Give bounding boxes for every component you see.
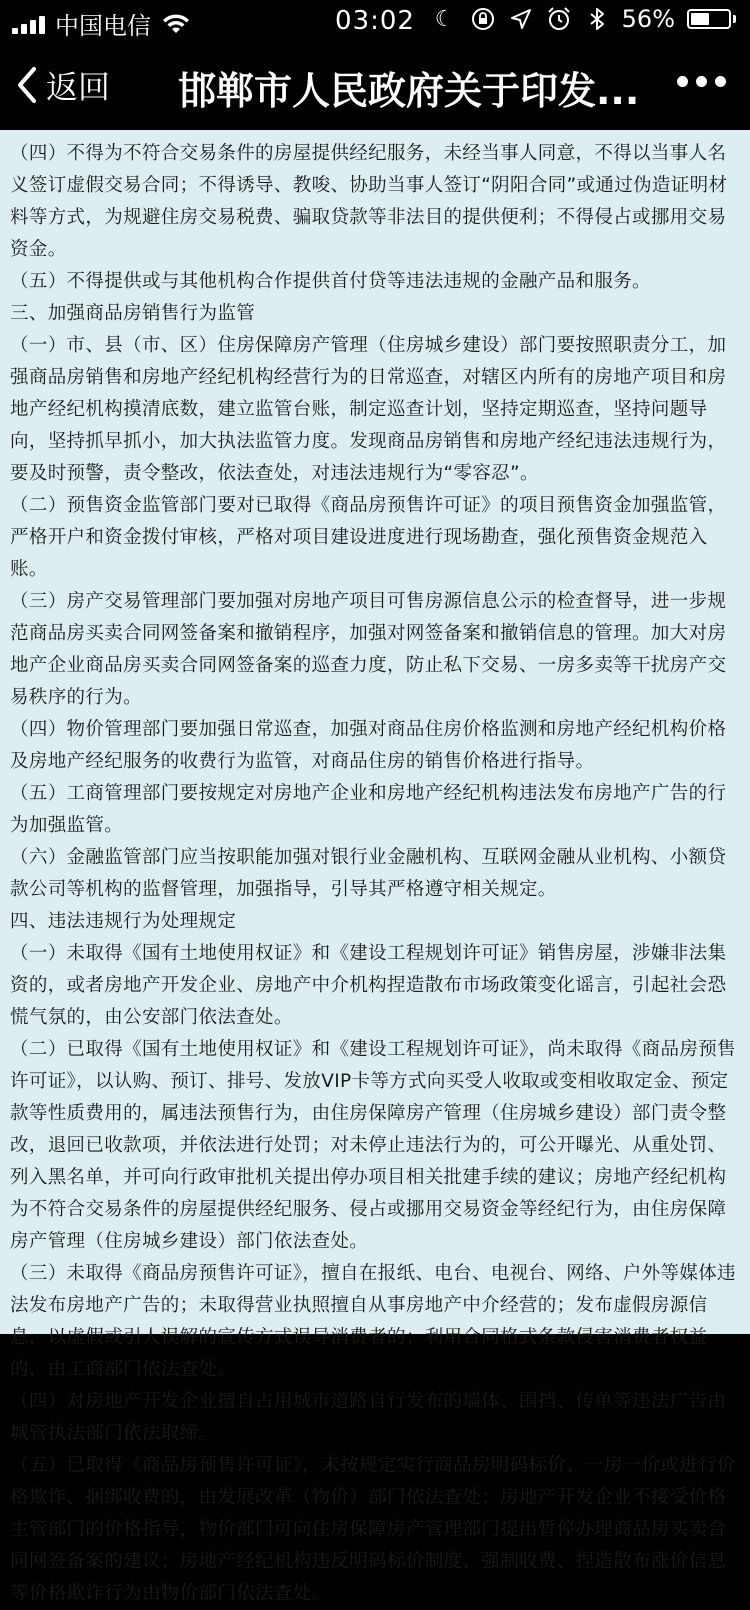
article-paragraph: （二）预售资金监管部门要对已取得《商品房预售许可证》的项目预售资金加强监管，严格开户和资金拨付审核，严格对项目建设进度进行现场勘查，强化预售资金规范入账。 [10,495,727,580]
status-time: 03:02 [335,6,415,36]
article-paragraph: （六）金融监管部门应当按职能加强对银行业金融机构、互联网金融从业机构、小额贷款公司等机构的监督管理，加强指导，引导其严格遵守相关规定。 [10,847,727,900]
back-label: 返回 [46,68,111,106]
battery-percent: 56% [621,5,675,33]
bluetooth-icon [584,6,610,32]
article-paragraph: （三）未取得《商品房预售许可证》，擅自在报纸、电台、电视台、网络、户外等媒体违法发布房地产广告的；未取得营业执照擅自从事房地产中介经营的；发布虚假房源信息，以虚假或引人误解的宣传方式误导消费者的；利用合同格式条款侵害消费者权益的，由工商部门依法查处。 [10,1263,736,1380]
article-paragraph: （一）市、县（市、区）住房保障房产管理（住房城乡建设）部门要按照职责分工，加强商品房销售和房地产经纪机构经营行为的日常巡查，对辖区内所有的房地产项目和房地产经纪机构摸清底数，建立监管台账，制定巡查计划，坚持定期巡查，坚持问题导向，坚持抓早抓小，加大执法监管力度。发现商品房销售和房地产经纪违法违规行为，要及时预警，责令整改，依法查处，对违法违规行为“零容忍”。 [10,335,727,484]
orientation-lock-icon [470,6,496,32]
article-paragraph: 三、加强商品房销售行为监管 [10,303,256,324]
nav-bar [0,40,750,130]
article-paragraph: （五）工商管理部门要按规定对房地产企业和房地产经纪机构违法发布房地产广告的行为加强监管。 [10,783,727,836]
alarm-icon [546,6,572,32]
article-paragraph: 四、违法违规行为处理规定 [10,911,237,932]
back-button[interactable] [16,62,110,108]
article-paragraph: （三）房产交易管理部门要加强对房地产项目可售房源信息公示的检查督导，进一步规范商品房买卖合同网签备案和撤销程序，加强对网签备案和撤销信息的管理。加大对房地产企业商品房买卖合同网签备案的巡查力度，防止私下交易、一房多卖等干扰房产交易秩序的行为。 [10,591,727,708]
article-paragraph: （四）物价管理部门要加强日常巡查，加强对商品住房价格监测和房地产经纪机构价格及房地产经纪服务的收费行为监管，对商品住房的销售价格进行指导。 [10,719,727,772]
article-paragraph: （五）不得提供或与其他机构合作提供首付贷等违法违规的金融产品和服务。 [10,271,651,292]
battery-icon [687,9,736,29]
article-paragraph: （一）未取得《国有土地使用权证》和《建设工程规划许可证》销售房屋，涉嫌非法集资的，或者房地产开发企业、房地产中介机构捏造散布市场政策变化谣言，引起社会恐慌气氛的，由公安部门依法查处。 [10,943,727,1028]
article-paragraph: （五）已取得《商品房预售许可证》，未按规定实行商品房明码标价、一房一价或进行价格欺诈、捆绑收费的，由发展改革（物价）部门依法查处；房地产开发企业不接受价格主管部门的价格指导，物价部门可向住房保障房产管理部门提出暂停办理商品房买卖合同网签备案的建议；房地产经纪机构违反明码标价制度、强制收费、捏造散布涨价信息等价格欺诈行为由物价部门依法查处。 [10,1455,736,1604]
article-paragraph: （四）不得为不符合交易条件的房屋提供经纪服务，未经当事人同意，不得以当事人名义签订虚假交易合同；不得诱导、教唆、协助当事人签订“阴阳合同”或通过伪造证明材料等方式，为规避住房交易税费、骗取贷款等非法目的提供便利；不得侵占或挪用交易资金。 [10,143,728,260]
article-body [0,130,750,1610]
page-title: 邯郸市人民政府关于印发... [178,69,640,113]
carrier-label: 中国电信 [55,12,151,40]
article-paragraph: （四）对房地产开发企业擅自占用城市道路自行发布的墙体、围挡、传单等违法广告由城管执法部门依法取缔。 [10,1391,727,1444]
chevron-left-icon [16,66,38,104]
article-paragraph: （二）已取得《国有土地使用权证》和《建设工程规划许可证》，尚未取得《商品房预售许可证》，以认购、预订、排号、发放VIP卡等方式向买受人收取或变相收取定金、预定款等性质费用的，属违法预售行为，由住房保障房产管理（住房城乡建设）部门责令整改，退回已收款项，并依法进行处罚；对未停止违法行为的，可公开曝光、从重处罚、列入黑名单，并可向行政审批机关提出停办项目相关批建手续的建议；房地产经纪机构为不符合交易条件的房屋提供经纪服务、侵占或挪用交易资金等经纪行为，由住房保障房产管理（住房城乡建设）部门依法查处。 [10,1039,736,1252]
location-icon [508,6,534,32]
status-bar [0,0,750,40]
more-dots-icon[interactable] [677,76,726,87]
moon-icon: ☾ [434,6,455,32]
article-content[interactable] [0,130,750,1604]
status-right [432,5,736,33]
